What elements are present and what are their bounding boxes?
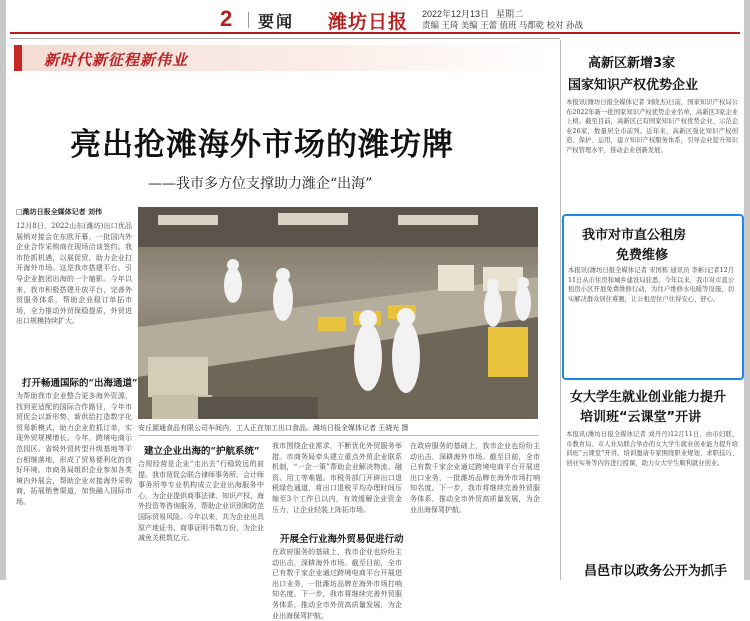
col4-text: 在政府服务的基础上，我市企业也纷纷主动出击，深耕海外市场。截至目前，全市已有数千家企业通过跨境电商平台开展进出口业务，一批潍坊品牌在海外市场打响知名度。下一步，我市将继续完善外贸服务体系，推动全市外贸高质量发展，为企业出海保驾护航。 <box>410 442 540 514</box>
viewer-frame-left <box>0 0 6 580</box>
article2-title-line2: 免费维修 <box>616 248 669 263</box>
section-title-3: 开展全行业海外贸易促进行动 <box>280 534 404 545</box>
section-title-1: 打开畅通国际的“出海通道” <box>22 378 138 389</box>
issue-weekday: 星期二 <box>496 9 524 19</box>
feature-banner <box>14 45 554 71</box>
masthead <box>10 4 740 34</box>
article1-text: 本报讯(潍坊日报全媒体记者 刘晓杰)日前，国家知识产权局公布2022年新一批国家知识产权优势企业名单，高新区3家企业上榜。截至目前，高新区已有国家知识产权优势企业、示范企业26家，数量居全市前列。近年来，高新区强化知识产权创造、保护、运用，建立知识产权服务体系，引导企业提升知识产权管理水平，推动企业创新发展。 <box>566 99 738 154</box>
banner-stripe <box>14 45 22 71</box>
article1-title-line2: 国家知识产权优势企业 <box>568 78 699 93</box>
article3-text: 本报讯(潍坊日报全媒体记者 刘丹丹)12月11日，由市妇联、市教育局、市人社局联合举办的女大学生就业创业能力提升培训班“云课堂”开讲。培训邀请专家围绕职业规划、求职技巧、创业实务等内容进行授课，助力女大学生顺利就业创业。 <box>566 431 738 467</box>
factory-photo <box>138 207 538 419</box>
article3-title-line2: 培训班“云课堂”开讲 <box>580 410 702 425</box>
masthead-divider <box>248 12 249 28</box>
issue-staff: 责编 王琦 美编 王蕾 值班 马都乾 校对 孙战 <box>422 20 584 30</box>
banner-label: 新时代新征程新伟业 <box>44 51 189 69</box>
article1-title-line1: 高新区新增3家 <box>588 56 676 71</box>
col3-text: 我市围绕企业需求，不断优化外贸服务举措。市商务局牵头建立重点外贸企业联系机制，“一企一策”帮助企业解决物流、融资、用工等难题。市税务部门开辟出口退税绿色通道，将出口退税平均办理时间压缩至3个工作日以内，有效缓解企业资金压力，让企业轻装上阵拓市场。 <box>272 442 402 514</box>
article3-title-line1: 女大学生就业创业能力提升 <box>570 390 727 405</box>
highlight-box <box>562 214 744 380</box>
photo-caption: 安丘源通食品有限公司车间内，工人正在加工出口食品。潍坊日报全媒体记者 王晓光 摄 <box>138 424 409 432</box>
feature-headline: 亮出抢滩海外市场的潍坊牌 <box>70 127 454 163</box>
feature-article <box>10 38 560 620</box>
feature-byline: □潍坊日报全媒体记者 刘伟 <box>16 208 103 216</box>
feature-subheadline: ——我市多方位支撑助力潍企“出海” <box>148 176 373 192</box>
viewer-frame-right <box>744 0 750 580</box>
col3b-text: 在政府服务的基础上，我市企业也纷纷主动出击，深耕海外市场。截至目前，全市已有数千家企业通过跨境电商平台开展进出口业务，一批潍坊品牌在海外市场打响知名度。下一步，我市将继续完善外贸服务体系，推动全市外贸高质量发展，为企业出海保驾护航。 <box>272 548 402 620</box>
article2-text: 本报讯(潍坊日报全媒体记者 宋国栋 通讯员 李彬)记者12月11日从市住房和城乡建设局获悉，今年以来，我市对市直公租房小区开展免费维修行动，为住户维修水电暖等设施，切实解决群众居住难题，让公租房住户住得安心、舒心。 <box>568 267 734 303</box>
photo-rule <box>138 435 538 436</box>
page-number: 2 <box>220 6 233 31</box>
article4-title: 昌邑市以政务公开为抓手 <box>584 564 728 579</box>
section-title-2: 建立企业出海的“护航系统” <box>144 446 260 457</box>
factory-photo-illustration <box>138 207 538 419</box>
section-name: 要闻 <box>258 14 295 31</box>
issue-date: 2022年12月13日 <box>422 9 490 19</box>
paper-logo: 潍坊日报 <box>328 11 409 33</box>
col2-text: 合规经营是企业“走出去”行稳致远的前提。我市贸促会联合律师事务所、会计师事务所等专业机构成立企业出海服务中心，为企业提供商事法律、知识产权、海外投资等咨询服务，帮助企业识别和防范国际贸易风险。今年以来，共为企业出具原产地证书、商事证明书数万份，为企业减免关税数亿元。 <box>138 460 264 543</box>
article2-title-line1: 我市对市直公租房 <box>582 228 687 243</box>
column-divider <box>560 40 561 580</box>
col1-text: 为帮助我市企业整合更多海外资源，找到更适配的国际合作路径，今年市贸促会以新形势、新供给打造数字化贸易新模式，助力企业抢抓订单，实现外贸规模增长。今年，跨境电商示范园区、省级外贸转型升级基地等平台相继落地，形成了贸易便利化的良好环境。市商务局组织企业参加各类境内外展会，帮助企业对接海外采购商，拓展销售渠道，加快融入国际市场。 <box>16 392 132 506</box>
feature-lead-text: 12月8日，2022山东(潍坊)出口优品展销对接会在东欧开幕，一批国内外企业合作采购商在现场洽谈签约。我市抢抓机遇，以展促贸，助力企业打开海外市场。这是我市搭建平台、引导企业抱团出海的一个缩影。今年以来，我市积极搭建开放平台，完善外贸服务体系，帮助企业稳订单拓市场，全力推动外贸保稳提质，外贸进出口规模持续扩大。 <box>16 222 132 326</box>
